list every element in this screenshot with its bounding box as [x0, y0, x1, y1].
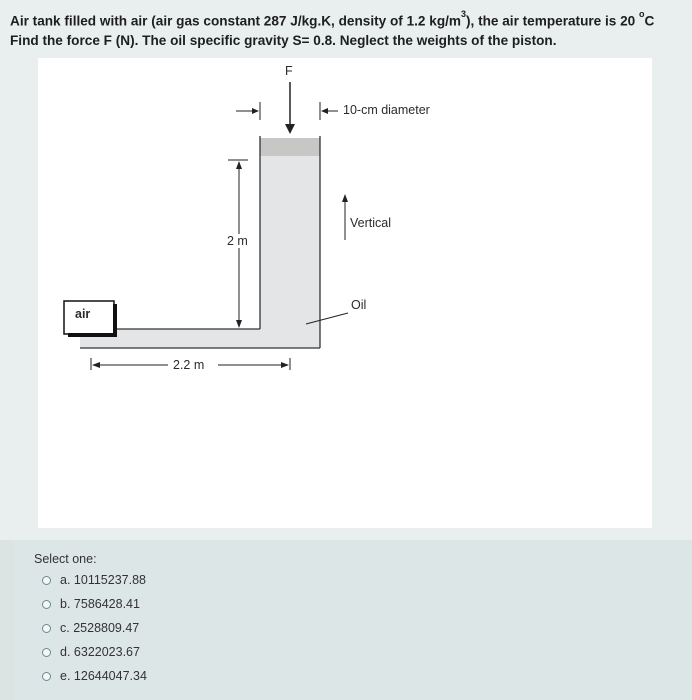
answer-panel — [14, 540, 692, 700]
radio-button-e[interactable] — [42, 672, 51, 681]
force-label: F — [285, 64, 293, 78]
diameter-label: 10-cm diameter — [343, 103, 430, 117]
piston — [260, 138, 320, 156]
radio-button-b[interactable] — [42, 600, 51, 609]
answer-option-b[interactable] — [42, 593, 140, 615]
celsius-unit: C — [644, 13, 655, 29]
option-d-letter: d. — [60, 645, 71, 659]
question-line-2: Find the force F (N). The oil specific gravity S= 0.8. Neglect the weights of the piston. — [10, 32, 557, 48]
radio-button-d[interactable] — [42, 648, 51, 657]
force-arrowhead — [285, 124, 295, 134]
radio-button-a[interactable] — [42, 576, 51, 585]
length-arrowhead-left — [92, 362, 100, 368]
height-arrowhead-bottom — [236, 320, 242, 328]
degree-symbol: o — [639, 9, 645, 19]
height-label: 2 m — [227, 234, 248, 248]
option-b-value: 7586428.41 — [73, 597, 140, 611]
superscript-3: 3 — [460, 9, 466, 19]
answer-option-a[interactable] — [42, 569, 146, 591]
select-one-prompt: Select one: — [34, 552, 97, 566]
answer-option-d[interactable] — [42, 641, 140, 663]
tank-diagram — [38, 58, 652, 528]
option-c-value: 2528809.47 — [73, 621, 140, 635]
answer-option-c[interactable] — [42, 617, 139, 639]
answer-option-e[interactable] — [42, 665, 147, 687]
option-e-letter: e. — [60, 669, 71, 683]
tank-diagram-drawing — [38, 58, 652, 528]
diameter-arrowhead-right — [321, 108, 328, 114]
height-arrowhead-top — [236, 161, 242, 169]
vertical-label: Vertical — [350, 216, 391, 230]
oil-label: Oil — [351, 298, 367, 312]
question-text — [10, 8, 680, 50]
option-c-letter: c. — [60, 621, 70, 635]
option-d-value: 6322023.67 — [73, 645, 140, 659]
question-line-1-part-a: Air tank filled with air (air gas constant 287 J/kg.K, density of 1.2 kg/m — [10, 13, 461, 29]
question-line-1-part-b: ), the air temperature is 20 — [466, 13, 640, 29]
option-e-value: 12644047.34 — [73, 669, 147, 683]
vertical-indicator-arrowhead — [342, 194, 348, 202]
radio-button-c[interactable] — [42, 624, 51, 633]
air-label: air — [75, 307, 91, 321]
length-arrowhead-right — [281, 362, 289, 368]
length-label: 2.2 m — [173, 358, 205, 372]
option-a-letter: a. — [60, 573, 71, 587]
option-a-value: 10115237.88 — [73, 573, 146, 587]
option-b-letter: b. — [60, 597, 71, 611]
diameter-arrowhead-left — [252, 108, 259, 114]
question-line-1 — [10, 8, 680, 31]
